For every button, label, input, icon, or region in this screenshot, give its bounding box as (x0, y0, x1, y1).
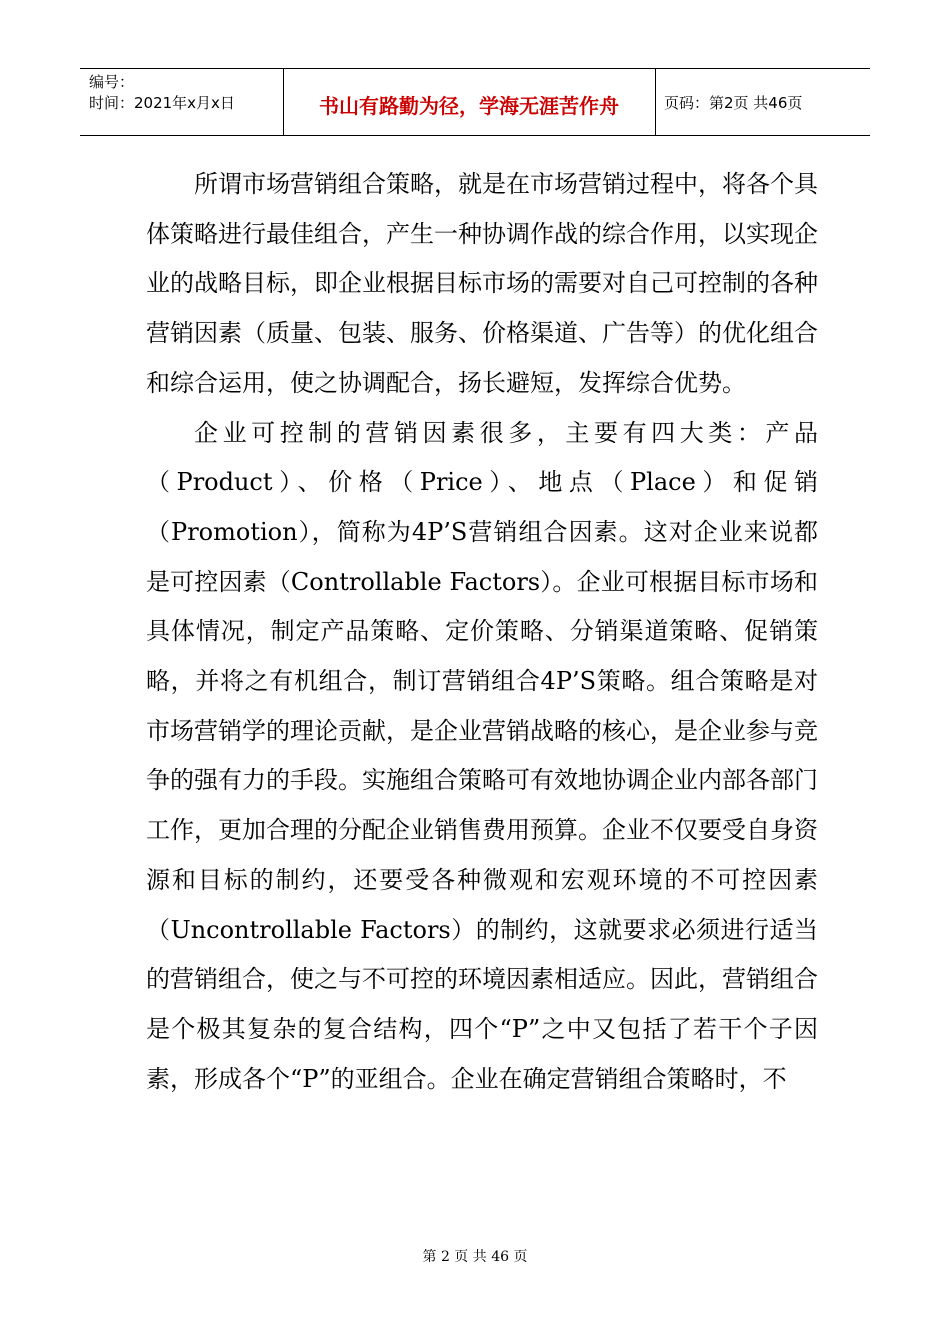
paragraph: 企业可控制的营销因素很多，主要有四大类：产品（Product）、价格（Price）、地点（Place）和促销（Promotion），简称为4P’S营销组合因素。这对企业来说都是可控因素（Controllable Factors）。企业可根据目标市场和具体情况，制定产品策略、定价策略、分销渠道策略、促销策略，并将之有机组合，制订营销组合4P’S策略。组合策略是对市场营销学的理论贡献，是企业营销战略的核心，是企业参与竞争的强有力的手段。实施组合策略可有效地协调企业内部各部门工作，更加合理的分配企业销售费用预算。企业不仅要受自身资源和目标的制约，还要受各种微观和宏观环境的不可控因素（Uncontrollable Factors）的制约，这就要求必须进行适当的营销组合，使之与不可控的环境因素相适应。因此，营销组合是个极其复杂的复合结构，四个“P”之中又包括了若干个子因素，形成各个“P”的亚组合。企业在确定营销组合策略时，不 (146, 418, 818, 1093)
header-bottom-rule (80, 135, 870, 136)
header-motto: 书山有路勤为径，学海无涯苦作舟 (319, 94, 619, 118)
body-text (146, 160, 818, 1104)
page-footer: 第 2 页 共 46 页 (422, 1249, 528, 1265)
paragraph: 所谓市场营销组合策略，就是在市场营销过程中，将各个具体策略进行最佳组合，产生一种协调作战的综合作用，以实现企业的战略目标，即企业根据目标市场的需要对自己可控制的各种营销因素（质量、包装、服务、价格渠道、广告等）的优化组合和综合运用，使之协调配合，扬长避短，发挥综合优势。 (146, 170, 818, 397)
header-top-rule (80, 68, 870, 69)
header-meta (89, 72, 235, 114)
header-page-info: 页码：第2页 共46页 (664, 94, 803, 112)
header-time-label: 时间：2021年x月x日 (89, 94, 235, 112)
header-divider-right (655, 68, 656, 135)
header-number-label: 编号： (89, 73, 135, 91)
